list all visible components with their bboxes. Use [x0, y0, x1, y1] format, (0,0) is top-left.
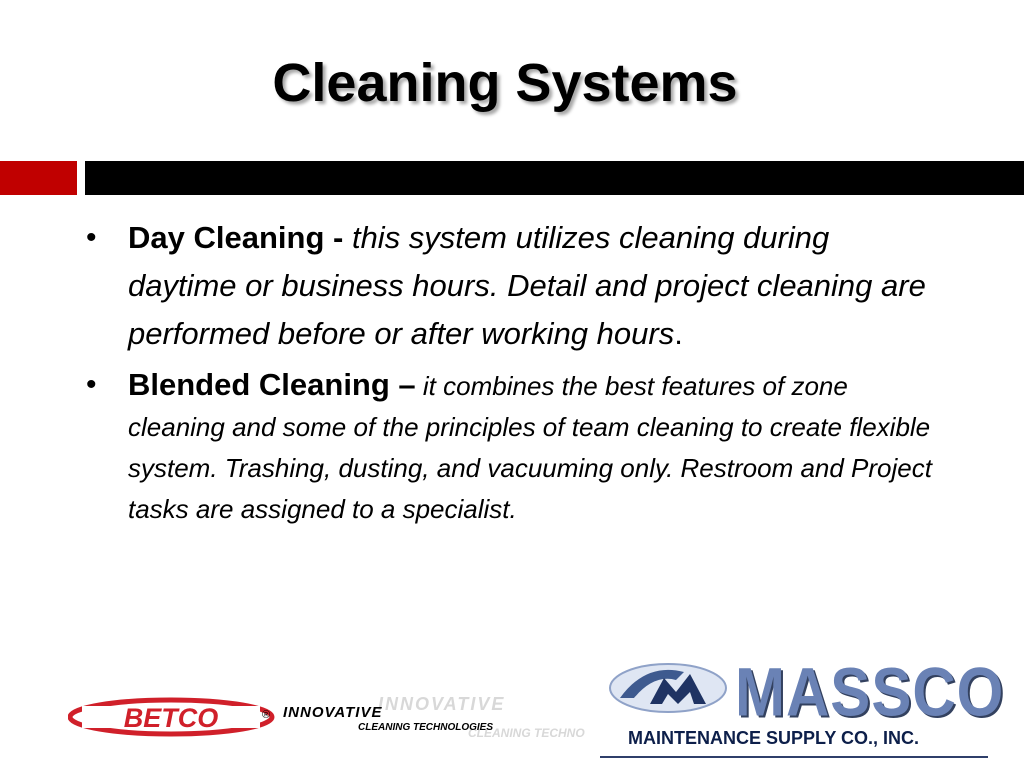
- bullet-dot-icon: •: [86, 368, 97, 401]
- massco-subtitle: MAINTENANCE SUPPLY CO., INC.: [628, 728, 920, 748]
- betco-wordmark: BETCO: [123, 703, 219, 733]
- bullet-item-day-cleaning: [86, 214, 946, 358]
- bullet-description: this system utilizes cleaning during daytime or business hours. Detail and project cleaning are performed before or after working hours: [128, 220, 926, 351]
- bullet-list: [86, 214, 946, 530]
- betco-ghost-tagline-bottom: CLEANING TECHNO: [468, 726, 585, 740]
- bullet-lead: Blended Cleaning –: [128, 367, 416, 402]
- bullet-trailing-period: .: [674, 316, 683, 351]
- massco-wordmark: MASSCO: [735, 653, 1005, 731]
- betco-tagline-bottom: CLEANING TECHNOLOGIES: [358, 722, 494, 733]
- bullet-dot-icon: •: [86, 221, 97, 254]
- massco-underline: [600, 756, 988, 758]
- bullet-lead: Day Cleaning -: [128, 220, 344, 255]
- betco-ghost-tagline-top: INNOVATIVE: [378, 694, 506, 714]
- massco-emblem-icon: [606, 658, 730, 716]
- slide-title: Cleaning Systems: [272, 53, 738, 113]
- bullet-description: it combines the best features of zone cleaning and some of the principles of team cleaning to create flexible system. Trashing, dusting, and vacuuming only. Restroom and Project tasks are assigned to a specialist.: [128, 371, 932, 524]
- betco-logo: [68, 696, 280, 738]
- title-rule-black-bar: [85, 161, 1024, 195]
- betco-tagline-top: INNOVATIVE: [283, 704, 383, 721]
- title-rule-red-segment: [0, 161, 77, 195]
- betco-registered-mark: ®: [262, 709, 271, 721]
- bullet-item-blended-cleaning: [86, 364, 946, 530]
